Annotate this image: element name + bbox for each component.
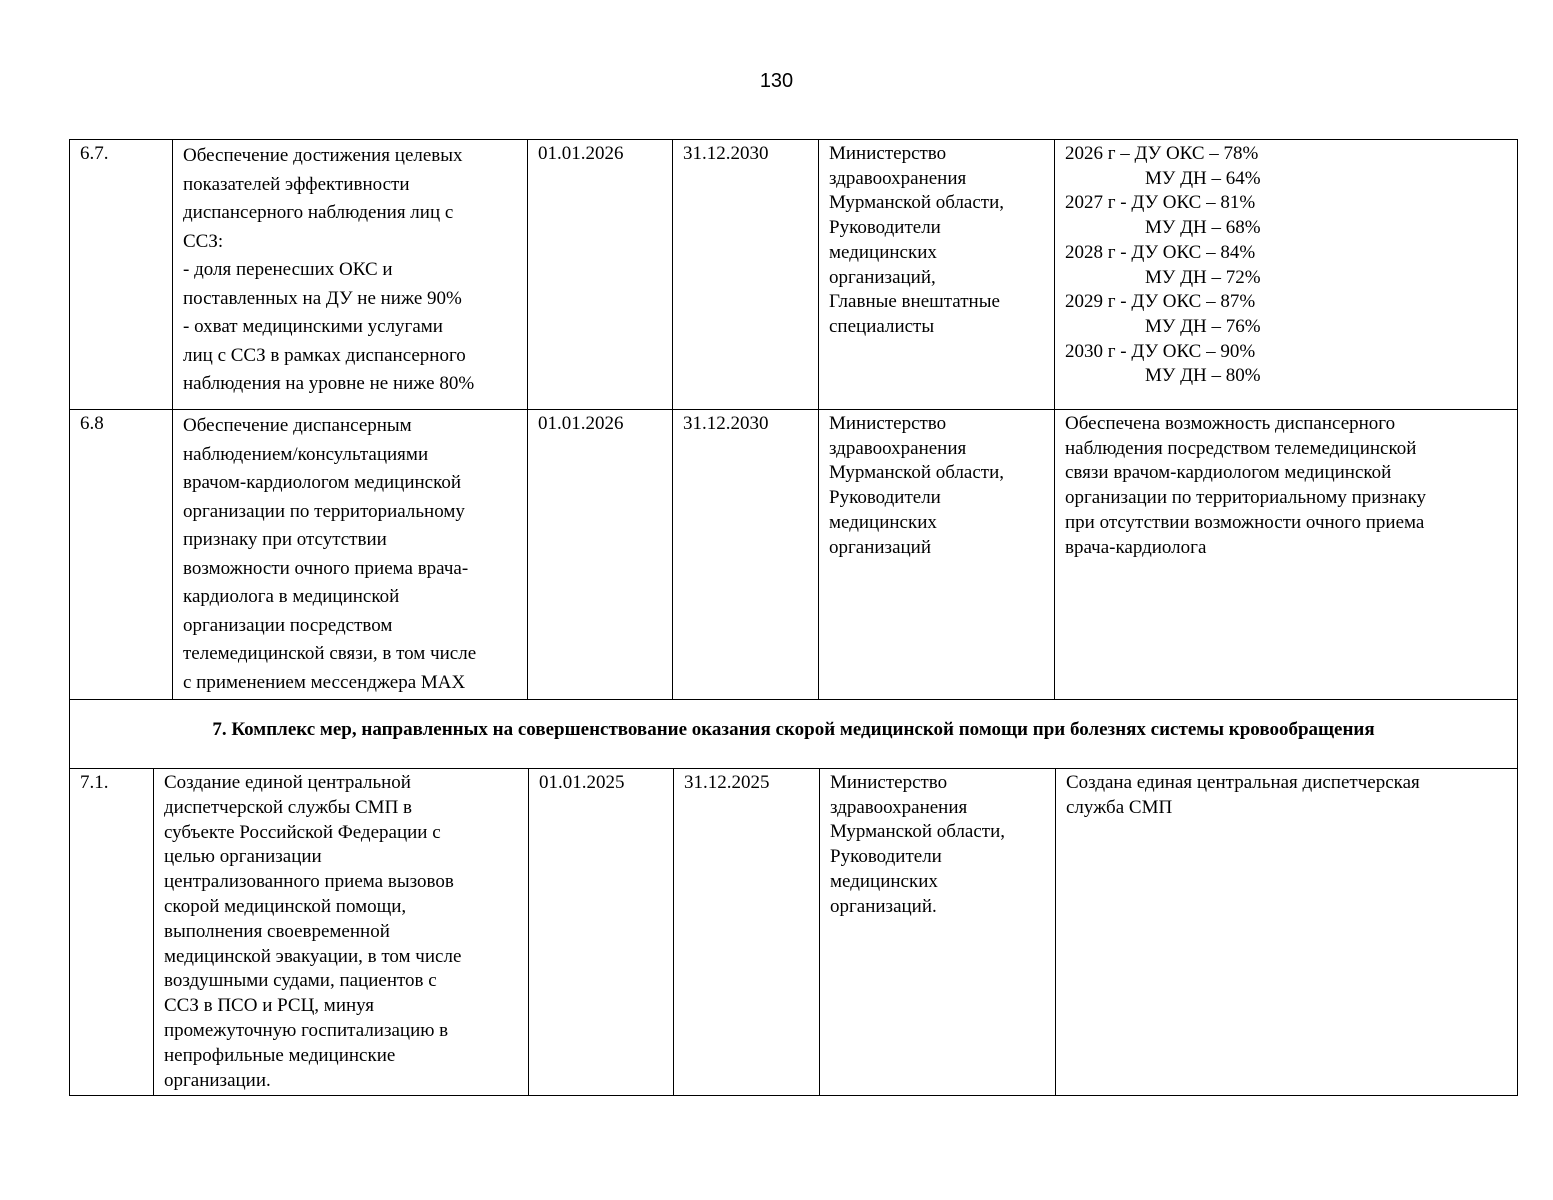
start-date: 01.01.2026: [528, 140, 673, 410]
table-row: [70, 410, 1518, 700]
expected-result: 2026 г – ДУ ОКС – 78% МУ ДН – 64% 2027 г - ДУ ОКС – 81% МУ ДН – 68% 2028 г - ДУ ОКС – 84% МУ ДН – 72% 2029 г - ДУ ОКС – 87% МУ ДН – 76% 2030 г - ДУ ОКС – 90% МУ ДН – 80%: [1055, 140, 1518, 410]
row-number: 6.7.: [70, 140, 173, 410]
expected-result: Обеспечена возможность диспансерного наблюдения посредством телемедицинской связи врачом-кардиологом медицинской организации по территориальному признаку при отсутствии возможности очного приема врача-кардиолога: [1055, 410, 1518, 700]
measures-table-section-7: [69, 768, 1518, 1096]
row-number: 6.8: [70, 410, 173, 700]
measure-description: Обеспечение достижения целевых показателей эффективности диспансерного наблюдения лиц с ССЗ: - доля перенесших ОКС и поставленных на ДУ не ниже 90% - охват медицинскими услугами лиц с ССЗ в рамках диспансерного наблюдения на уровне не ниже 80%: [173, 140, 528, 410]
measure-description: Создание единой центральной диспетчерской службы СМП в субъекте Российской Федерации с целью организации централизованного приема вызовов скорой медицинской помощи, выполнения своевременной медицинской эвакуации, в том числе воздушными судами, пациентов с ССЗ в ПСО и РСЦ, минуя промежуточную госпитализацию в непрофильные медицинские организации.: [154, 769, 529, 1096]
start-date: 01.01.2025: [529, 769, 674, 1096]
page-number: 130: [759, 70, 794, 92]
expected-result: Создана единая центральная диспетчерская служба СМП: [1056, 769, 1518, 1096]
table-row: [70, 140, 1518, 410]
section-header-row: [70, 700, 1518, 769]
measure-description: Обеспечение диспансерным наблюдением/консультациями врачом-кардиологом медицинской организации по территориальному признаку при отсутствии возможности очного приема врача- кардиолога в медицинской организации посредством телемедицинской связи, в том числе с применением мессенджера MAX: [173, 410, 528, 700]
end-date: 31.12.2025: [674, 769, 820, 1096]
start-date: 01.01.2026: [528, 410, 673, 700]
end-date: 31.12.2030: [673, 410, 819, 700]
responsible: Министерство здравоохранения Мурманской области, Руководители медицинских организаций.: [820, 769, 1056, 1096]
section-title: 7. Комплекс мер, направленных на совершенствование оказания скорой медицинской помощи при болезнях системы кровообращения: [70, 700, 1518, 769]
end-date: 31.12.2030: [673, 140, 819, 410]
responsible: Министерство здравоохранения Мурманской области, Руководители медицинских организаций: [819, 410, 1055, 700]
table-row: [70, 769, 1518, 1096]
responsible: Министерство здравоохранения Мурманской области, Руководители медицинских организаций, Главные внештатные специалисты: [819, 140, 1055, 410]
measures-table: [69, 139, 1518, 769]
row-number: 7.1.: [70, 769, 154, 1096]
